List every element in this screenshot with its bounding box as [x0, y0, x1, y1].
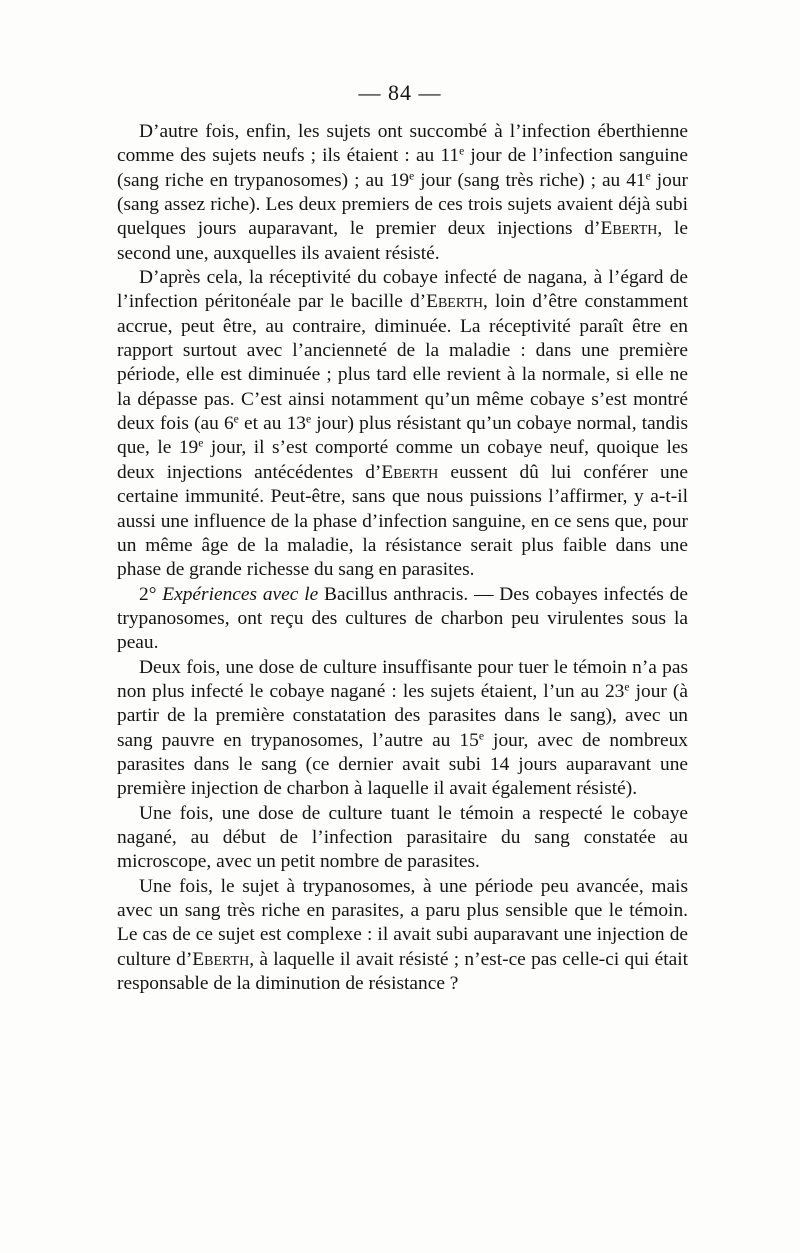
paragraph — [117, 120, 688, 266]
paragraph — [117, 875, 688, 997]
text-run: Une fois, une dose de culture tuant le témoin a respecté le cobaye nagané, au début de l’infection parasitaire du sang constatée au microscope, avec un petit nombre de parasites. — [117, 802, 688, 873]
ordinal-suffix: e — [645, 169, 651, 183]
text-run: jour de l’infection sanguine (sang riche en trypanosomes) ; au 19 — [117, 145, 689, 191]
text-run: jour (à partir de la première constatation des parasites dans le sang), avec un sang pauvre en trypanosomes, l’autre au 15 — [117, 680, 688, 751]
text-run: et au 13 — [238, 413, 306, 435]
text-run: , à laquelle il avait résisté ; n’est-ce pas celle-ci qui était responsable de la diminution de résistance ? — [117, 948, 688, 995]
paragraph — [117, 656, 688, 802]
author-name: Eberth — [426, 291, 483, 313]
text-run: eussent dû lui conférer une certaine immunité. Peut-être, sans que nous puissions l’affirmer, y a-t-il aussi une influence de la phase d’infection sanguine, en ce sens que, pour un même âge de la maladie, la résistance serait plus faible dans une phase de grande richesse du sang en parasites. — [117, 461, 688, 581]
text-run: Une fois, le sujet à trypanosomes, à une période peu avancée, mais avec un sang très riche en parasites, a paru plus sensible que le témoin. Le cas de ce sujet est complexe : il avait subi auparavant une injection de culture d’ — [117, 875, 688, 970]
ordinal-suffix: e — [478, 729, 484, 743]
author-name: Eberth — [192, 948, 250, 970]
text-run: 2° — [139, 583, 163, 605]
text-run: jour) plus résistant qu’un cobaye normal, tandis que, le 19 — [117, 413, 689, 459]
paragraph — [117, 802, 688, 875]
text-run: jour, il s’est comporté comme un cobaye neuf, quoique les deux injections antécédentes d’ — [117, 437, 688, 483]
text-run: , loin d’être constamment accrue, peut être, au contraire, diminuée. La réceptivité paraît être en rapport surtout avec l’ancienneté de la maladie : dans une première période, elle est diminuée ; plus tard elle revient à la normale, si elle ne la dépasse pas. C’est ainsi notamment qu’un même cobaye s’est montré deux fois (au 6 — [117, 291, 688, 435]
paragraph — [117, 266, 688, 582]
ordinal-suffix: e — [409, 169, 415, 183]
text-run: jour (sang très riche) ; au 41 — [414, 169, 646, 191]
ordinal-suffix: e — [233, 412, 239, 426]
text-run: D’après cela, la réceptivité du cobaye infecté de nagana, à l’égard de l’infection péritonéale par le bacille d’ — [117, 267, 688, 313]
text-run: jour (sang assez riche). Les deux premiers de ces trois sujets avaient déjà subi quelques jours auparavant, le premier deux injections d’ — [117, 169, 688, 240]
text-run: jour, avec de nombreux parasites dans le sang (ce dernier avait subi 14 jours auparavant une première injection de charbon à laquelle il avait également résisté). — [117, 729, 688, 800]
ordinal-suffix: e — [459, 144, 465, 158]
author-name: Eberth — [381, 461, 439, 483]
author-name: Eberth — [600, 218, 658, 240]
body-text — [117, 120, 688, 996]
ordinal-suffix: e — [624, 680, 630, 694]
ordinal-suffix: e — [305, 412, 312, 426]
page-number: — 84 — — [358, 80, 442, 105]
ordinal-suffix: e — [198, 437, 204, 451]
text-run: Bacillus anthracis. — Des cobayes infectés de trypanosomes, ont reçu des cultures de charbon peu virulentes sous la peau. — [117, 583, 688, 654]
text-run: D’autre fois, enfin, les sujets ont succombé à l’infection éberthienne comme des sujets neufs ; ils étaient : au 11 — [117, 121, 688, 167]
text-run: Deux fois, une dose de culture insuffisante pour tuer le témoin n’a pas non plus infecté le cobaye nagané : les sujets étaient, l’un au 23 — [117, 656, 688, 702]
text-run: , le second une, auxquelles ils avaient résisté. — [117, 218, 688, 264]
text-run: Expériences avec le — [162, 583, 319, 605]
paragraph — [117, 583, 688, 656]
